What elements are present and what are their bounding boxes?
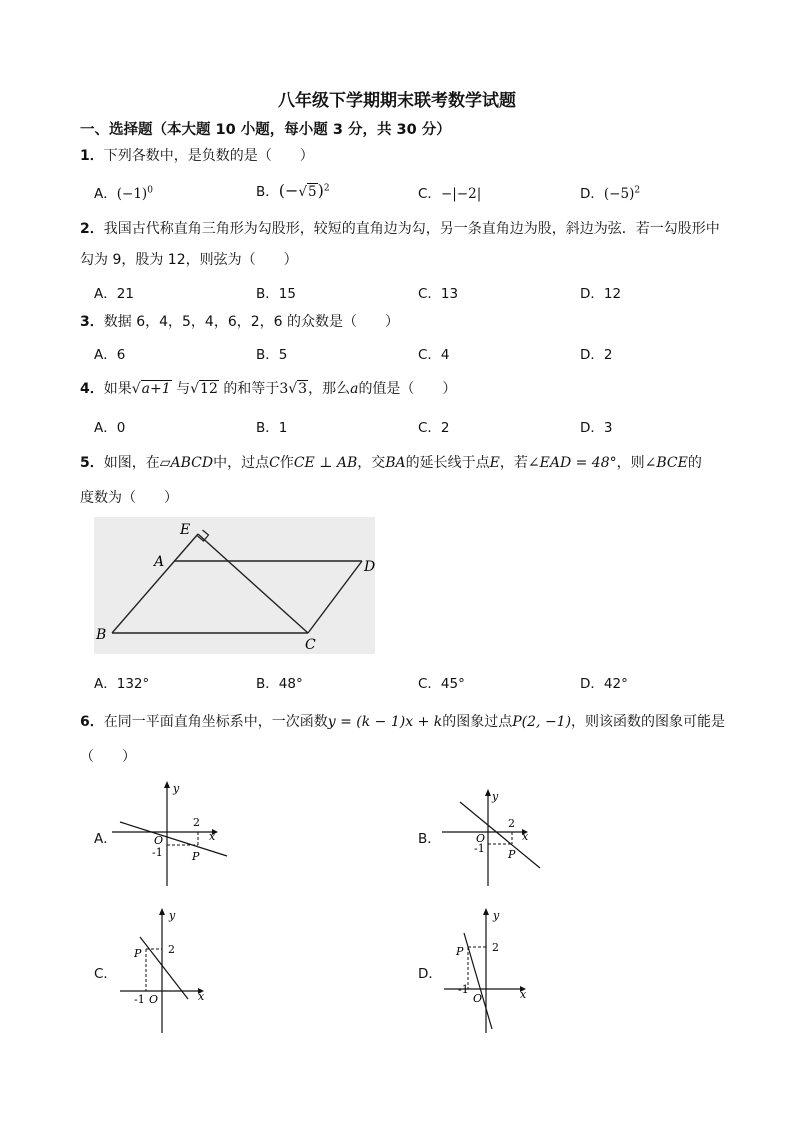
math-expr: E: [489, 455, 500, 471]
radicand: 5: [308, 184, 317, 200]
math-expr: C: [269, 455, 280, 471]
q1-option-a[interactable]: [94, 182, 153, 202]
question-5: [80, 452, 702, 472]
point-p-label: P: [508, 848, 516, 861]
option-value: −|−2|: [440, 186, 482, 202]
q4-option-c[interactable]: C．2: [418, 420, 450, 436]
option-label: B．: [256, 184, 279, 200]
y-arrow-icon: [483, 908, 489, 915]
question-6-line2: （ ）: [80, 749, 136, 765]
question-stem-line1: 我国古代称直角三角形为勾股形，较短的直角边为勾，另一条直角边为股，斜边为弦．若一勾股形中: [103, 221, 720, 237]
option-value: (−1): [116, 186, 148, 202]
math-expr: ∠EAD = 48°: [527, 455, 617, 471]
page-title: 八年级下学期期末联考数学试题: [278, 91, 516, 111]
x-label: x: [522, 830, 529, 843]
stem-text: 如果: [103, 381, 132, 397]
question-number: 6．: [80, 714, 104, 730]
y-arrow-icon: [485, 789, 491, 796]
tick-neg1-label: -1: [152, 846, 163, 859]
stem-text: 的延长线于点: [405, 455, 490, 471]
q2-option-c[interactable]: C．13: [418, 286, 459, 302]
x-label: x: [209, 830, 216, 843]
math-expr: y = (k − 1)x + k: [327, 714, 443, 730]
stem-text: 作: [279, 455, 294, 471]
option-label: C．: [418, 186, 441, 202]
math-expr: BA: [385, 455, 406, 471]
option-label: D．: [580, 186, 604, 202]
q5-option-d[interactable]: D．42°: [580, 676, 628, 692]
option-value: (−5): [603, 186, 635, 202]
x-label: x: [520, 988, 527, 1001]
label-d: D: [364, 559, 375, 575]
y-label: y: [169, 909, 176, 922]
question-3: [80, 311, 399, 331]
math-expr: ∠BCE: [644, 455, 688, 471]
q5-option-b[interactable]: B．48°: [256, 676, 303, 692]
question-number: 5．: [80, 455, 104, 471]
label-c: C: [305, 637, 316, 653]
q6-graph-b[interactable]: [436, 778, 566, 890]
stem-text: 如图，在: [103, 455, 160, 471]
stem-text: ，则该函数的图象可能是: [571, 714, 726, 730]
question-number: 2．: [80, 221, 104, 237]
stem-text: ，则: [616, 455, 645, 471]
q2-option-d[interactable]: D．12: [580, 286, 622, 302]
tick-neg1-label: -1: [134, 993, 145, 1006]
y-label: y: [492, 790, 499, 803]
q6-graph-c[interactable]: [112, 905, 242, 1035]
stem-text: ，交: [357, 455, 386, 471]
coefficient: 3: [279, 381, 289, 397]
question-4: [80, 378, 456, 398]
point-p-label: P: [134, 947, 142, 960]
stem-text: ，若: [499, 455, 528, 471]
stem-text: 的值是（ ）: [358, 381, 457, 397]
variable: a: [350, 381, 359, 397]
question-6: [80, 711, 725, 731]
question-number: 1．: [80, 148, 104, 164]
option-label: A．: [94, 186, 117, 202]
radicand: a+1: [141, 381, 171, 397]
exponent: 0: [147, 185, 153, 196]
math-expr: P(2, −1): [512, 714, 572, 730]
stem-text: 的图象过点: [442, 714, 513, 730]
function-line: [140, 937, 188, 999]
q5-option-a[interactable]: A．132°: [94, 676, 150, 692]
tick-2-label: 2: [193, 816, 200, 829]
parallelogram-figure: [94, 517, 375, 654]
radical-sign: √: [288, 381, 298, 397]
x-label: x: [198, 990, 205, 1003]
point-p-label: P: [192, 850, 200, 863]
origin-label: O: [476, 832, 486, 845]
option-value: (−: [278, 181, 299, 200]
tick-neg1-label: -1: [458, 983, 469, 996]
radicand: 3: [298, 381, 308, 397]
question-5-line2: 度数为（ ）: [80, 490, 178, 506]
q3-option-b[interactable]: B．5: [256, 347, 288, 363]
radical-sign: √: [190, 381, 200, 397]
label-e: E: [180, 522, 191, 538]
exponent: 2: [634, 185, 641, 196]
exponent: 2: [323, 183, 330, 194]
q2-option-b[interactable]: B．15: [256, 286, 296, 302]
q3-option-d[interactable]: D．2: [580, 347, 613, 363]
q6-graph-a[interactable]: [112, 778, 242, 890]
q6-option-d-label[interactable]: D．: [418, 966, 442, 982]
radical-sign: √: [131, 381, 141, 397]
question-stem: 数据 6，4，5，4，6，2，6 的众数是（ ）: [103, 314, 399, 330]
question-stem: 下列各数中，是负数的是（ ）: [103, 148, 314, 164]
label-a: A: [154, 554, 165, 570]
option-value-close: ): [317, 181, 324, 200]
q1-option-b[interactable]: [256, 180, 330, 200]
q1-option-c[interactable]: [418, 182, 481, 202]
y-label: y: [173, 782, 180, 795]
stem-text: 在同一平面直角坐标系中，一次函数: [103, 714, 328, 730]
math-expr: ▱ABCD: [159, 455, 214, 471]
q6-option-c-label[interactable]: C．: [94, 966, 117, 982]
tick-2-label: 2: [168, 943, 175, 956]
q1-option-d[interactable]: [580, 182, 640, 202]
stem-text: 中，过点: [213, 455, 270, 471]
q2-option-a[interactable]: A．21: [94, 286, 134, 302]
question-number: 4．: [80, 381, 104, 397]
q4-option-d[interactable]: D．3: [580, 420, 613, 436]
q4-option-a[interactable]: A．0: [94, 420, 126, 436]
math-expr: CE ⊥ AB: [293, 455, 358, 471]
y-label: y: [493, 909, 500, 922]
q3-option-c[interactable]: C．4: [418, 347, 450, 363]
question-2: [80, 218, 720, 238]
origin-label: O: [473, 992, 483, 1005]
origin-label: O: [154, 834, 164, 847]
point-p-label: P: [456, 945, 464, 958]
q5-option-c[interactable]: C．45°: [418, 676, 465, 692]
question-number: 3．: [80, 314, 104, 330]
stem-text: 的和等于: [223, 381, 280, 397]
radicand: 12: [200, 381, 218, 397]
q6-graph-d[interactable]: [436, 905, 566, 1035]
tick-2-label: 2: [508, 817, 515, 830]
stem-text: 与: [176, 381, 191, 397]
stem-text: 的: [687, 455, 702, 471]
q4-option-b[interactable]: B．1: [256, 420, 288, 436]
tick-neg1-label: -1: [474, 842, 485, 855]
section-heading: 一、选择题（本大题 10 小题，每小题 3 分，共 30 分）: [80, 122, 451, 138]
question-2-line2: 勾为 9，股为 12，则弦为（ ）: [80, 252, 298, 268]
q6-option-b-label[interactable]: B．: [418, 831, 441, 847]
q6-option-a-label[interactable]: A．: [94, 831, 117, 847]
y-arrow-icon: [159, 908, 165, 915]
tick-2-label: 2: [492, 941, 499, 954]
y-arrow-icon: [164, 781, 170, 788]
origin-label: O: [149, 993, 159, 1006]
radical-sign: √: [298, 184, 308, 200]
stem-text: ，那么: [308, 381, 351, 397]
label-b: B: [96, 627, 107, 643]
q3-option-a[interactable]: A．6: [94, 347, 126, 363]
question-1: [80, 145, 314, 165]
